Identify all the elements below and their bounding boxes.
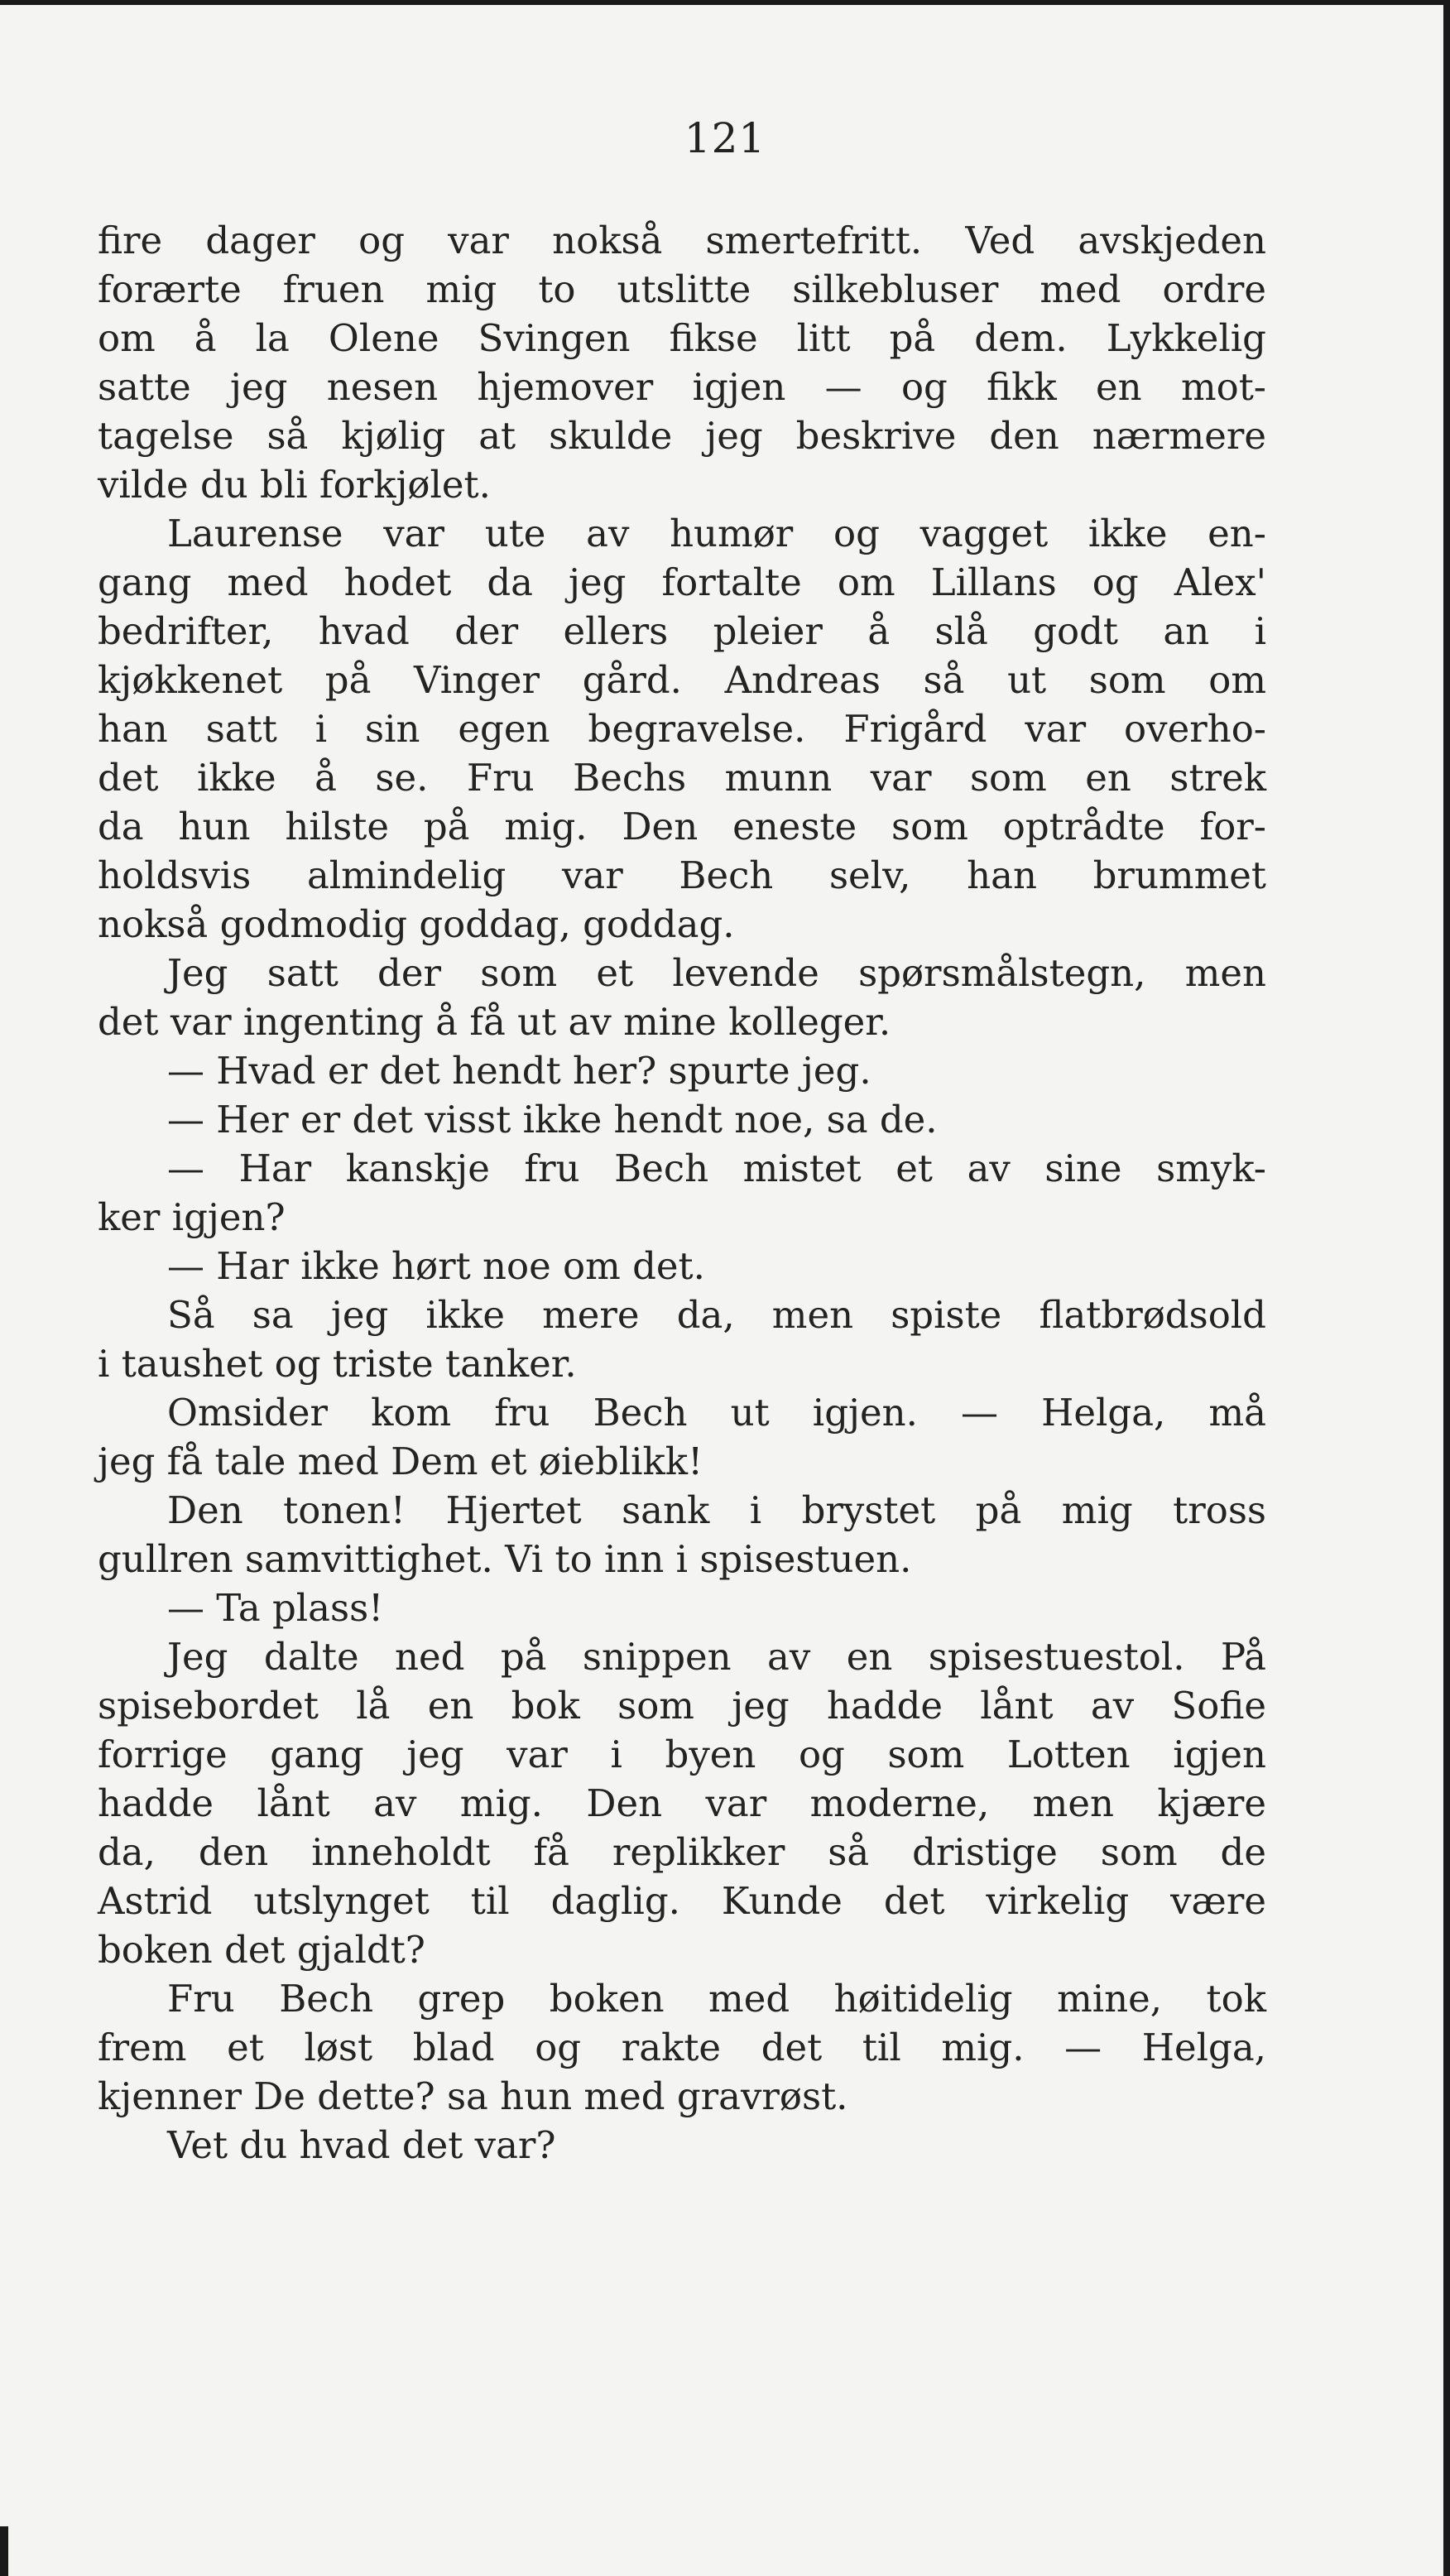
text-line: holdsvis almindelig var Bech selv, han brummet [98, 853, 1266, 897]
text-line: — Hvad er det hendt her? spurte jeg. [167, 1049, 871, 1093]
text-line: han satt i sin egen begravelse. Frigård var overho- [98, 707, 1266, 751]
text-line: tagelse så kjølig at skulde jeg beskrive den nærmere [98, 414, 1266, 458]
text-line: da hun hilste på mig. Den eneste som optrådte for- [98, 805, 1266, 848]
text-line: vilde du bli forkjølet. [98, 463, 491, 507]
text-line: i taushet og triste tanker. [98, 1342, 577, 1386]
text-line: boken det gjaldt? [98, 1928, 425, 1972]
text-line: Den tonen! Hjertet sank i brystet på mig tross [167, 1488, 1266, 1532]
text-line: frem et løst blad og rakte det til mig. — Helga, [98, 2026, 1266, 2069]
text-line: bedrifter, hvad der ellers pleier å slå godt an i [98, 609, 1266, 653]
text-line: da, den inneholdt få replikker så dristige som de [98, 1830, 1266, 1874]
text-line: det var ingenting å få ut av mine kolleger. [98, 1000, 891, 1044]
text-line: Omsider kom fru Bech ut igjen. — Helga, må [167, 1391, 1266, 1435]
text-line: ker igjen? [98, 1195, 286, 1239]
text-line: gullren samvittighet. Vi to inn i spisestuen. [98, 1537, 912, 1581]
text-line: forærte fruen mig to utslitte silkebluser med ordre [98, 267, 1266, 311]
text-line: Vet du hvad det var? [167, 2123, 556, 2167]
text-line: Laurense var ute av humør og vagget ikke en- [167, 512, 1266, 555]
text-line: fire dager og var nokså smertefritt. Ved avskjeden [98, 219, 1266, 262]
text-line: hadde lånt av mig. Den var moderne, men kjære [98, 1781, 1266, 1825]
text-line: satte jeg nesen hjemover igjen — og fikk en mot- [98, 365, 1266, 409]
text-line: — Her er det visst ikke hendt noe, sa de. [167, 1098, 938, 1141]
text-line: nokså godmodig goddag, goddag. [98, 902, 735, 946]
text-line: om å la Olene Svingen fikse litt på dem. Lykkelig [98, 316, 1266, 360]
text-line: spisebordet lå en bok som jeg hadde lånt av Sofie [98, 1684, 1266, 1728]
text-line: Jeg dalte ned på snippen av en spisestuestol. På [167, 1635, 1266, 1679]
text-line: gang med hodet da jeg fortalte om Lillans og Alex' [98, 560, 1266, 604]
text-line: kjøkkenet på Vinger gård. Andreas så ut som om [98, 658, 1266, 702]
text-line: kjenner De dette? sa hun med gravrøst. [98, 2074, 848, 2118]
text-line: Jeg satt der som et levende spørsmålstegn, men [167, 951, 1266, 995]
text-line: — Har kanskje fru Bech mistet et av sine smyk- [167, 1146, 1266, 1190]
text-line: det ikke å se. Fru Bechs munn var som en strek [98, 756, 1266, 800]
text-line: — Ta plass! [167, 1586, 384, 1630]
page-number: 121 [684, 114, 766, 162]
text-line: Fru Bech grep boken med høitidelig mine, tok [167, 1977, 1266, 2021]
text-line: forrige gang jeg var i byen og som Lotten igjen [98, 1733, 1266, 1776]
scan-edge-mark [0, 2526, 8, 2576]
text-line: Så sa jeg ikke mere da, men spiste flatbrødsold [167, 1293, 1266, 1337]
text-line: — Har ikke hørt noe om det. [167, 1244, 705, 1288]
text-line: jeg få tale med Dem et øieblikk! [98, 1439, 703, 1483]
body-text [98, 216, 1266, 2170]
text-line: Astrid utslynget til daglig. Kunde det virkelig være [98, 1879, 1266, 1923]
